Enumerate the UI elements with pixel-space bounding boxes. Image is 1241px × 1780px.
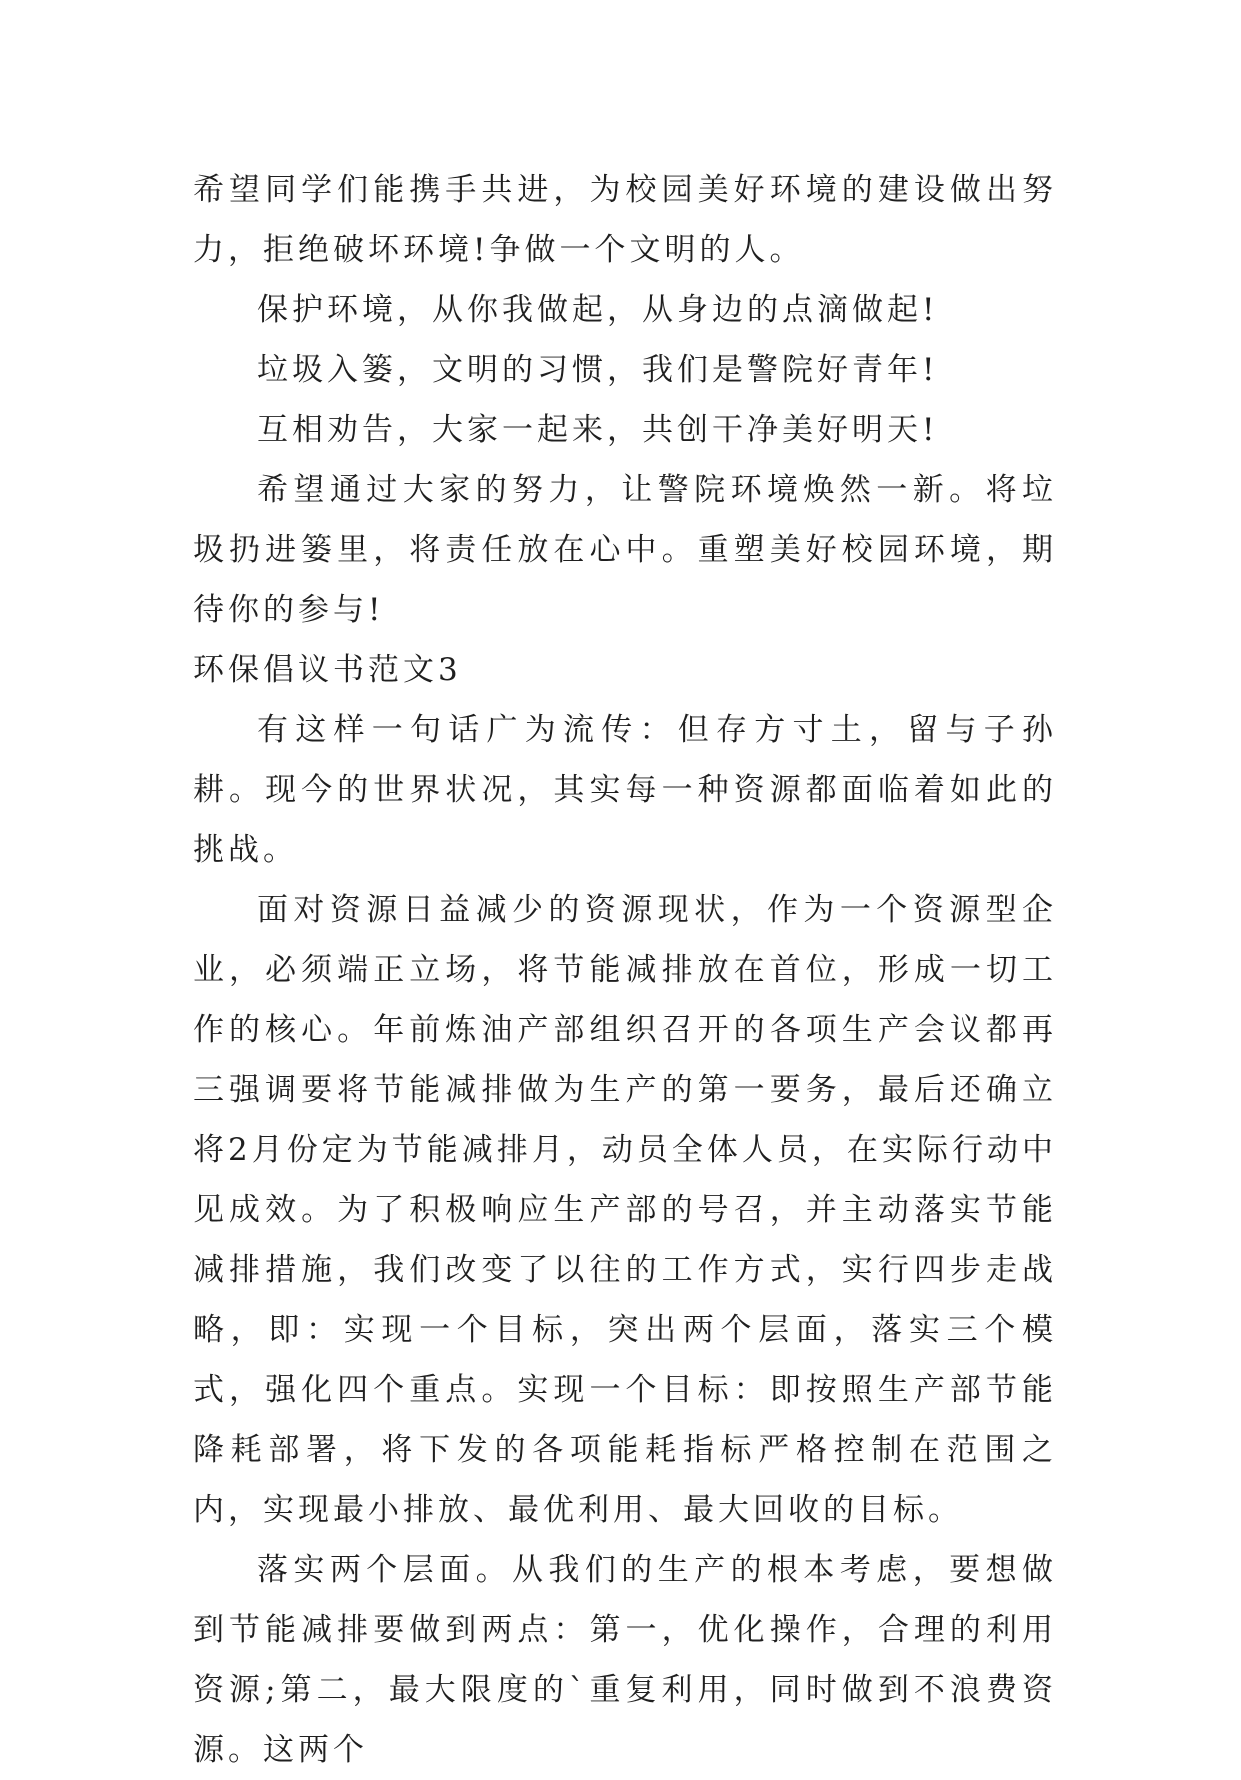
section-heading: 环保倡议书范文3 (193, 652, 462, 688)
paragraph-3: 垃圾入篓，文明的习惯，我们是警院好青年! (257, 352, 939, 388)
paragraph-2: 保护环境，从你我做起，从身边的点滴做起! (257, 292, 939, 328)
paragraph-1: 希望同学们能携手共进，为校园美好环境的建设做出努力，拒绝破坏环境!争做一个文明的人。 (193, 172, 1057, 268)
paragraph-7: 面对资源日益减少的资源现状，作为一个资源型企业，必须端正立场，将节能减排放在首位，形成一切工作的核心。年前炼油产部组织召开的各项生产会议都再三强调要将节能减排做为生产的第一要务，最后还确立将2月份定为节能减排月，动员全体人员，在实际行动中见成效。为了积极响应生产部的号召，并主动落实节能减排措施，我们改变了以往的工作方式，实行四步走战略，即：实现一个目标，突出两个层面，落实三个模式，强化四个重点。实现一个目标：即按照生产部节能降耗部署，将下发的各项能耗指标严格控制在范围之内，实现最小排放、最优利用、最大回收的目标。 (193, 892, 1057, 1528)
paragraph-6: 有这样一句话广为流传：但存方寸土，留与子孙耕。现今的世界状况，其实每一种资源都面临着如此的挑战。 (193, 712, 1057, 868)
document-body (193, 160, 1057, 1780)
paragraph-4: 互相劝告，大家一起来，共创干净美好明天! (257, 412, 939, 448)
paragraph-5: 希望通过大家的努力，让警院环境焕然一新。将垃圾扔进篓里，将责任放在心中。重塑美好校园环境，期待你的参与! (193, 472, 1057, 628)
paragraph-8: 落实两个层面。从我们的生产的根本考虑，要想做到节能减排要做到两点：第一，优化操作，合理的利用资源;第二，最大限度的`重复利用，同时做到不浪费资源。这两个 (193, 1552, 1057, 1768)
